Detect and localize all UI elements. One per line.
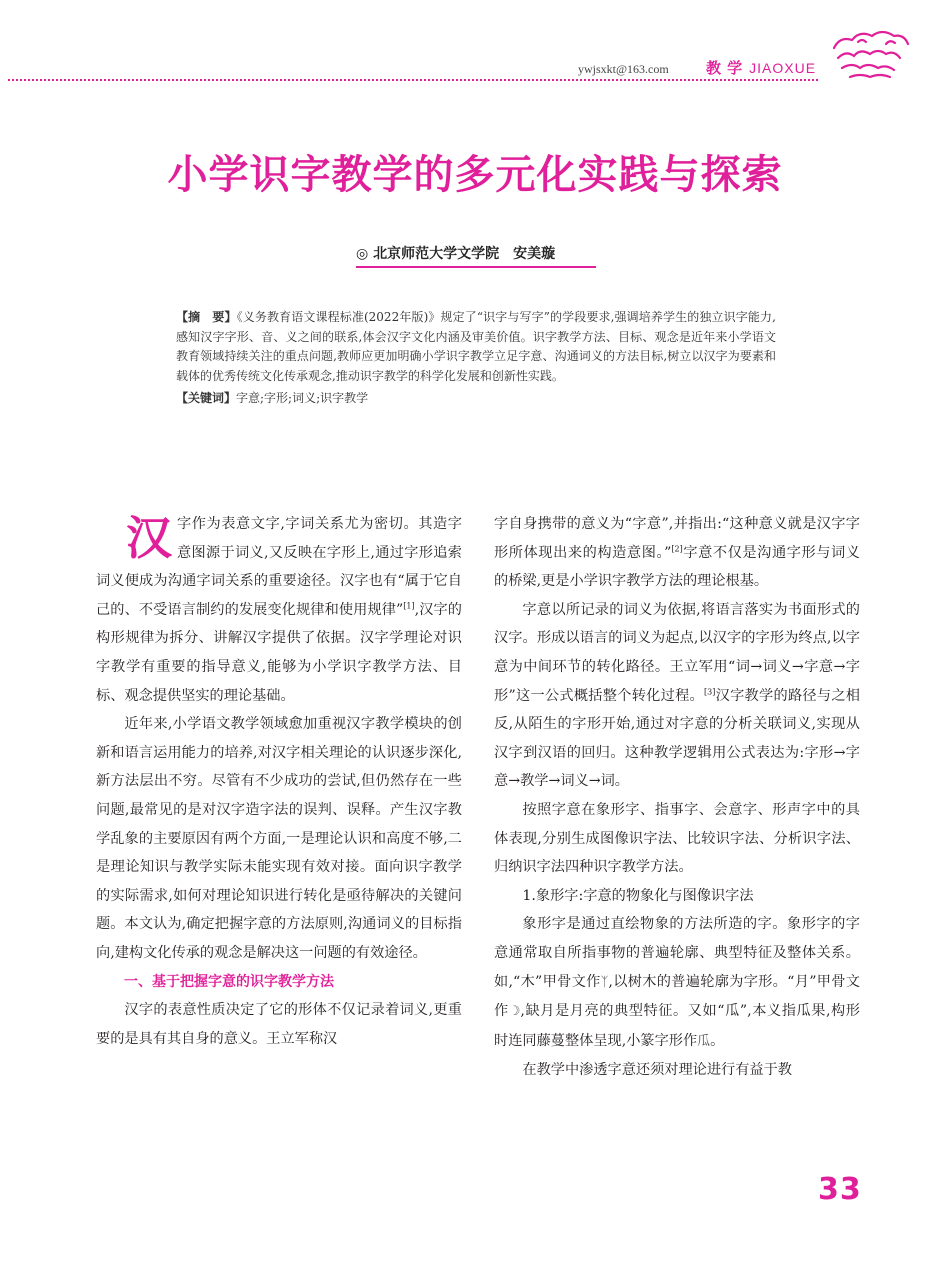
abstract-label: 【摘 要】 <box>176 310 237 324</box>
keywords-label: 【关键词】 <box>176 391 237 406</box>
keywords <box>176 389 776 409</box>
paragraph-text: 字作为表意文字,字词关系尤为密切。其造字意图源于词义,又反映在字形上,通过字形追索词义便成为沟通字词关系的重要途径。汉字也有“属于它自己的、不受语言制约的发展变化规律和使用规律” <box>96 516 462 618</box>
paragraph-text: 象形字是通过直绘物象的方法所造的字。象形字的字意通常取自所指事物的普遍轮廓、典型特征及整体关系。如,“木”甲骨文作 <box>494 916 860 990</box>
paragraph <box>494 510 860 596</box>
right-column <box>494 510 860 1085</box>
paragraph-text: 字自身携带的意义为“字意”,并指出:“这种意义就是汉字字形所体现出来的构造意图。” <box>494 516 860 561</box>
header-email: ywjsxkt@163.com <box>578 62 669 76</box>
author-underline <box>356 266 596 268</box>
citation-ref: [3] <box>704 686 716 696</box>
section-label-pinyin: JIAOXUE <box>749 60 817 76</box>
paragraph-text: ,汉字的构形规律为拆分、讲解汉字提供了依据。汉字学理论对识字教学有重要的指导意义,能够为小学识字教学方法、目标、观念提供坚实的理论基础。 <box>96 601 462 704</box>
section-label-cn: 教 学 <box>706 60 744 77</box>
oracle-glyph-yue: ☽ <box>508 1004 521 1020</box>
header-dotted-rule <box>8 79 818 81</box>
paragraph: 按照字意在象形字、指事字、会意字、形声字中的具体表现,分别生成图像识字法、比较识字法、分析识字法、归纳识字法四种识字教学方法。 <box>494 801 860 876</box>
paragraph <box>494 910 860 1056</box>
keywords-text: 字意;字形;词义;识字教学 <box>236 391 369 406</box>
paragraph <box>96 510 462 710</box>
paragraph-text: 字意不仅是沟通字形与词义的桥梁,更是小学识字教学方法的理论根基。 <box>494 544 860 590</box>
author-line: ◎ 北京师范大学文学院 安美璇 <box>356 246 556 262</box>
abstract-text: 《义务教育语文课程标准(2022年版)》规定了“识字与写字”的学段要求,强调培养学生的独立识字能力,感知汉字字形、音、义之间的联系,体会汉字文化内涵及审美价值。识字教学方法、目标、观念是近年来小学语文教育领域持续关注的重点问题,教师应更加明确小学识字教学立足字意、沟通词义的方法目标,树立以汉字为要素和载体的优秀传统文化传承观念,推动识字教学的科学化发展和创新性实践。 <box>176 310 776 383</box>
paragraph: 在教学中渗透字意还须对理论进行有益于教 <box>522 1062 792 1079</box>
seal-glyph-gua: 瓜 <box>697 1033 711 1049</box>
paragraph-text: 。 <box>710 1032 725 1049</box>
abstract-body <box>176 308 776 386</box>
left-column <box>96 510 462 1053</box>
paragraph-text: 字意以所记录的词义为依据,将语言落实为书面形式的汉字。形成以语言的词义为起点,以汉字的字形为终点,以字意为中间环节的转化路径。王立军用“词→词义→字意→字形”这一公式概括整个转化过程。 <box>494 601 860 704</box>
paragraph: 近年来,小学语文教学领域愈加重视汉字教学模块的创新和语言运用能力的培养,对汉字相关理论的认识逐步深化,新方法层出不穷。尽管有不少成功的尝试,但仍然存在一些问题,最常见的是对汉字造字法的误判、误释。产生汉字教学乱象的主要原因有两个方面,一是理论认识和高度不够,二是理论知识与教学实际未能实现有效对接。面向识字教学的实际需求,如何对理论知识进行转化是亟待解决的关键问题。本文认为,确定把握字意的方法原则,沟通词义的目标指向,建构文化传承的观念是解决这一问题的有效途径。 <box>96 716 462 961</box>
subheading: 1.象形字:字意的物象化与图像识字法 <box>522 887 754 904</box>
page-number: 33 <box>818 1172 862 1207</box>
drop-cap: 汉 <box>126 511 172 565</box>
oracle-glyph-mu: ᛉ <box>600 974 609 990</box>
article-title: 小学识字教学的多元化实践与探索 <box>167 151 783 198</box>
paragraph-text: ,以树木的普遍轮廓为字形。“月”甲骨文作 <box>494 973 860 1020</box>
section-label <box>706 57 816 78</box>
citation-ref: [2] <box>671 543 683 553</box>
citation-ref: [1] <box>403 601 415 611</box>
abstract <box>176 308 776 409</box>
paragraph <box>494 596 860 796</box>
paragraph: 汉字的表意性质决定了它的形体不仅记录着词义,更重要的是具有其自身的意义。王立军称汉 <box>96 1002 462 1047</box>
paragraph-text: ,缺月是月亮的典型特征。又如“瓜”,本义指瓜果,构形时连同藤蔓整体呈现,小篆字形作 <box>494 1003 860 1049</box>
paragraph-text: 汉字教学的路径与之相反,从陌生的字形开始,通过对字意的分析关联词义,实现从汉字到汉语的回归。这种教学逻辑用公式表达为:字形→字意→教学→词义→词。 <box>494 687 860 790</box>
cloud-ornament-icon <box>828 28 918 84</box>
section-heading: 一、基于把握字意的识字教学方法 <box>124 973 334 990</box>
